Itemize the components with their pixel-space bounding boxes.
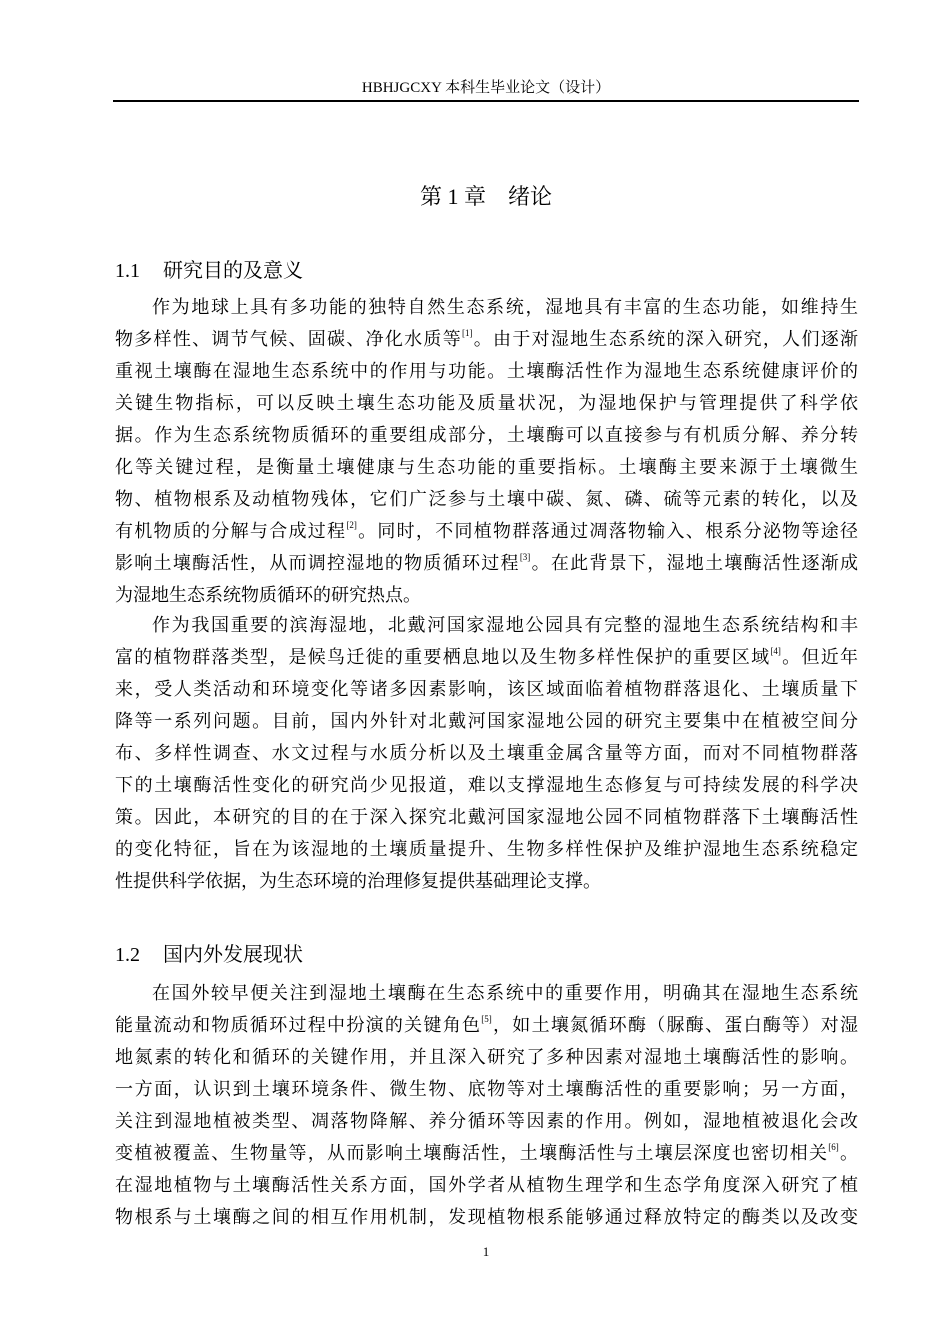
section-number: 1.1 [115, 260, 140, 282]
citation-ref[interactable]: [4] [770, 646, 781, 656]
text-segment: 有机物质的分解与合成过程 [115, 521, 347, 541]
text-segment: 。 [838, 1143, 859, 1163]
text-line [115, 641, 858, 673]
text-line [115, 1137, 858, 1169]
text-line [115, 1105, 858, 1137]
text-line [115, 387, 858, 419]
text-segment: 在国外较早便关注到湿地土壤酶在生态系统中的重要作用，明确其在湿地生态系统 [152, 983, 858, 1003]
text-segment: 来，受人类活动和环境变化等诸多因素影响，该区域面临着植物群落退化、土壤质量下 [115, 679, 858, 699]
text-segment: 物根系与土壤酶之间的相互作用机制，发现植物根系能够通过释放特定的酶类以及改变 [115, 1207, 858, 1227]
text-line [115, 737, 858, 769]
text-line [115, 801, 858, 833]
paragraph [115, 977, 858, 1233]
text-segment: 。在此背景下，湿地土壤酶活性逐渐成 [530, 553, 859, 573]
text-line [115, 1201, 858, 1233]
citation-ref[interactable]: [3] [519, 552, 531, 562]
section-title: 国内外发展现状 [163, 944, 303, 966]
paragraph [115, 609, 858, 897]
citation-ref[interactable]: [5] [481, 1014, 492, 1024]
text-segment: 据。作为生态系统物质循环的重要组成部分，土壤酶可以直接参与有机质分解、养分转 [115, 425, 858, 445]
text-line [115, 323, 858, 355]
text-segment: 能量流动和物质循环过程中扮演的关键角色 [115, 1015, 482, 1035]
text-line [115, 609, 858, 641]
text-segment: 富的植物群落类型，是候鸟迁徙的重要栖息地以及生物多样性保护的重要区域 [115, 647, 771, 667]
text-line [115, 355, 858, 387]
text-segment: 性提供科学依据，为生态环境的治理修复提供基础理论支撑。 [115, 871, 601, 891]
text-line [115, 769, 858, 801]
text-segment: 变植被覆盖、生物量等，从而影响土壤酶活性，土壤酶活性与土壤层深度也密切相关 [115, 1143, 829, 1163]
section-number: 1.2 [115, 944, 140, 966]
text-segment: 下的土壤酶活性变化的研究尚少见报道，难以支撑湿地生态修复与可持续发展的科学决 [115, 775, 858, 795]
header-rule [113, 100, 859, 102]
citation-ref[interactable]: [2] [346, 520, 357, 530]
text-line [115, 579, 858, 611]
text-line [115, 705, 858, 737]
paragraph [115, 291, 858, 611]
text-segment: 影响土壤酶活性，从而调控湿地的物质循环过程 [115, 553, 520, 573]
text-line [115, 977, 858, 1009]
text-line [115, 865, 858, 897]
text-segment: 降等一系列问题。目前，国内外针对北戴河国家湿地公园的研究主要集中在植被空间分 [115, 711, 858, 731]
page-header: HBHJGCXY 本科生毕业论文（设计） [361, 80, 611, 96]
text-line [115, 419, 858, 451]
text-segment: 物、植物根系及动植物残体，它们广泛参与土壤中碳、氮、磷、硫等元素的转化，以及 [115, 489, 858, 509]
text-line [115, 1073, 858, 1105]
text-segment: 物多样性、调节气候、固碳、净化水质等 [115, 329, 462, 349]
text-line [115, 673, 858, 705]
text-segment: 化等关键过程，是衡量土壤健康与生态功能的重要指标。土壤酶主要来源于土壤微生 [115, 457, 858, 477]
text-segment: 布、多样性调查、水文过程与水质分析以及土壤重金属含量等方面，而对不同植物群落 [115, 743, 858, 763]
section-title: 研究目的及意义 [163, 260, 303, 282]
chapter-title: 第 1 章 绪论 [419, 184, 552, 209]
text-segment: 关键生物指标，可以反映土壤生态功能及质量状况，为湿地保护与管理提供了科学依 [115, 393, 858, 413]
text-segment: 在湿地植物与土壤酶活性关系方面，国外学者从植物生理学和生态学角度深入研究了植 [115, 1175, 858, 1195]
text-line [115, 547, 858, 579]
text-segment: 作为地球上具有多功能的独特自然生态系统，湿地具有丰富的生态功能，如维持生 [152, 297, 858, 317]
citation-ref[interactable]: [1] [461, 328, 473, 338]
text-segment: 的变化特征，旨在为该湿地的土壤质量提升、生物多样性保护及维护湿地生态系统稳定 [115, 839, 858, 859]
text-segment: 作为我国重要的滨海湿地，北戴河国家湿地公园具有完整的湿地生态系统结构和丰 [152, 615, 858, 635]
text-line [115, 451, 858, 483]
text-segment: 。但近年 [780, 647, 859, 667]
text-segment: 。同时，不同植物群落通过凋落物输入、根系分泌物等途径 [356, 521, 859, 541]
text-line [115, 1169, 858, 1201]
text-line [115, 1041, 858, 1073]
text-segment: 地氮素的转化和循环的关键作用，并且深入研究了多种因素对湿地土壤酶活性的影响。 [115, 1047, 858, 1067]
text-segment: 策。因此，本研究的目的在于深入探究北戴河国家湿地公园不同植物群落下土壤酶活性 [115, 807, 858, 827]
text-line [115, 483, 858, 515]
text-segment: 为湿地生态系统物质循环的研究热点。 [115, 585, 421, 605]
text-segment: 一方面，认识到土壤环境条件、微生物、底物等对土壤酶活性的重要影响；另一方面， [115, 1079, 858, 1099]
text-segment: 。由于对湿地生态系统的深入研究，人们逐渐 [472, 329, 859, 349]
text-segment: ，如土壤氮循环酶（脲酶、蛋白酶等）对湿 [491, 1015, 858, 1035]
section-heading-1-2 [115, 938, 303, 967]
page-number: 1 [482, 1244, 490, 1259]
text-line [115, 1009, 858, 1041]
section-heading-1-1 [115, 254, 303, 283]
text-segment: 关注到湿地植被类型、凋落物降解、养分循环等因素的作用。例如，湿地植被退化会改 [115, 1111, 858, 1131]
text-line [115, 291, 858, 323]
text-line [115, 833, 858, 865]
text-line [115, 515, 858, 547]
citation-ref[interactable]: [6] [828, 1142, 839, 1152]
text-segment: 重视土壤酶在湿地生态系统中的作用与功能。土壤酶活性作为湿地生态系统健康评价的 [115, 361, 858, 381]
